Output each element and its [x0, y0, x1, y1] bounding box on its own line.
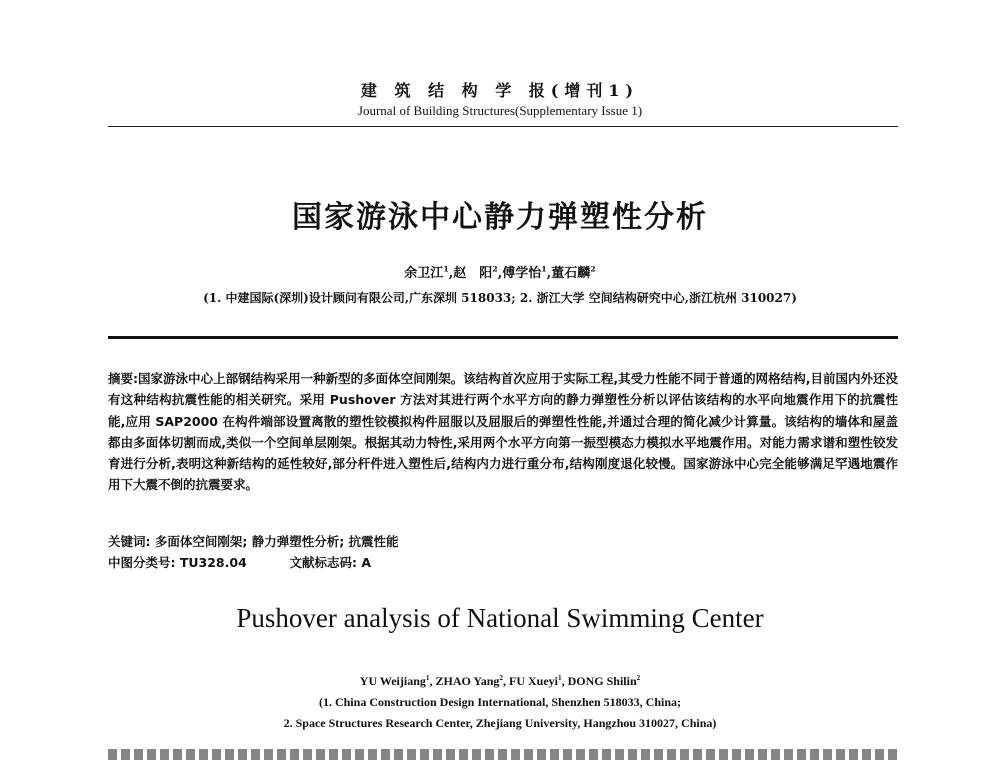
author-name: YU Weijiang	[359, 674, 426, 688]
author-affil-mark: 2	[636, 674, 641, 682]
author-affil-mark: 2	[590, 264, 596, 274]
affiliation-cn: (1. 中建国际(深圳)设计顾问有限公司,广东深圳 518033; 2. 浙江大学 空间结构研究中心,浙江杭州 310027)	[203, 291, 797, 305]
author-affil-mark: 1	[541, 264, 547, 274]
author-affil-mark: 1	[425, 674, 430, 682]
paper-title-cn: 国家游泳中心静力弹塑性分析	[292, 200, 708, 235]
author-affil-mark: 2	[499, 674, 503, 682]
abstract-text: 国家游泳中心上部钢结构采用一种新型的多面体空间刚架。该结构首次应用于实际工程,其受力性能不同于普通的网格结构,目前国内外还没有这种结构抗震性能的相关研究。采用 Pushover 方法对其进行两个水平方向的静力弹塑性分析以评估该结构的水平向地震作用下的抗震性能,应用 SAP2000 在构件端部设置离散的塑性铰模拟构件屈服以及屈服后的弹塑性性能,并通过合理的简化减少计算量。该结构的墙体和屋盖都由多面体切割而成,类似一个空间单层刚架。根据其动力特性,采用两个水平方向第一振型模态力模拟水平地震作用。对能力需求谱和塑性铰发育进行分析,表明这种新结构的延性较好,部分杆件进入塑性后,结构内力进行重分布,结构刚度退化较慢。国家游泳中心完全能够满足罕遇地震作用下大震不倒的抗震要求。	[108, 371, 898, 493]
author-name: 董石麟	[551, 266, 591, 281]
journal-name-cn: 建 筑 结 构 学 报(增刊1)	[360, 81, 640, 100]
author-affil-mark: 1	[443, 264, 449, 274]
author-name: FU Xueyi	[509, 674, 558, 688]
abstract-label: 摘要:	[108, 371, 139, 386]
clc-label: 中图分类号:	[108, 555, 176, 570]
cut-off-body-text	[108, 749, 898, 760]
author-name: 赵 阳	[453, 266, 493, 281]
paper-title-en: Pushover analysis of National Swimming Center	[236, 603, 764, 633]
doc-code-label: 文献标志码:	[289, 555, 357, 570]
journal-name-en: Journal of Building Structures(Supplementary Issue 1)	[357, 103, 643, 118]
author-name: 余卫江	[404, 266, 444, 281]
author-affil-mark: 1	[558, 674, 562, 682]
authors-cn: 余卫江$^1$,赵 阳$^2$,傅学怡$^1$,董石麟$^2$	[404, 264, 596, 281]
keywords-text: 多面体空间刚架; 静力弹塑性分析; 抗震性能	[154, 534, 399, 549]
doc-code-value: A	[361, 555, 372, 570]
affiliation-en-line-1: (1. China Construction Design International, Shenzhen 518033, China;	[318, 695, 682, 709]
author-name: ZHAO Yang	[435, 674, 500, 688]
keywords-label: 关键词:	[108, 534, 151, 549]
clc-value: TU328.04	[179, 555, 247, 570]
classification	[108, 553, 898, 571]
authors-en: YU Weijiang$^1$, ZHAO Yang$^2$, FU Xueyi$^1$, DONG Shilin$^2$	[359, 674, 641, 688]
section-divider	[108, 336, 898, 339]
header-divider	[108, 126, 898, 127]
author-affil-mark: 2	[492, 264, 498, 274]
author-name: 傅学怡	[502, 266, 542, 281]
keywords	[108, 532, 898, 550]
affiliation-en-line-2: 2. Space Structures Research Center, Zhejiang University, Hangzhou 310027, China)	[283, 716, 717, 730]
abstract-cn	[108, 368, 898, 496]
author-name: DONG Shilin	[567, 674, 637, 688]
